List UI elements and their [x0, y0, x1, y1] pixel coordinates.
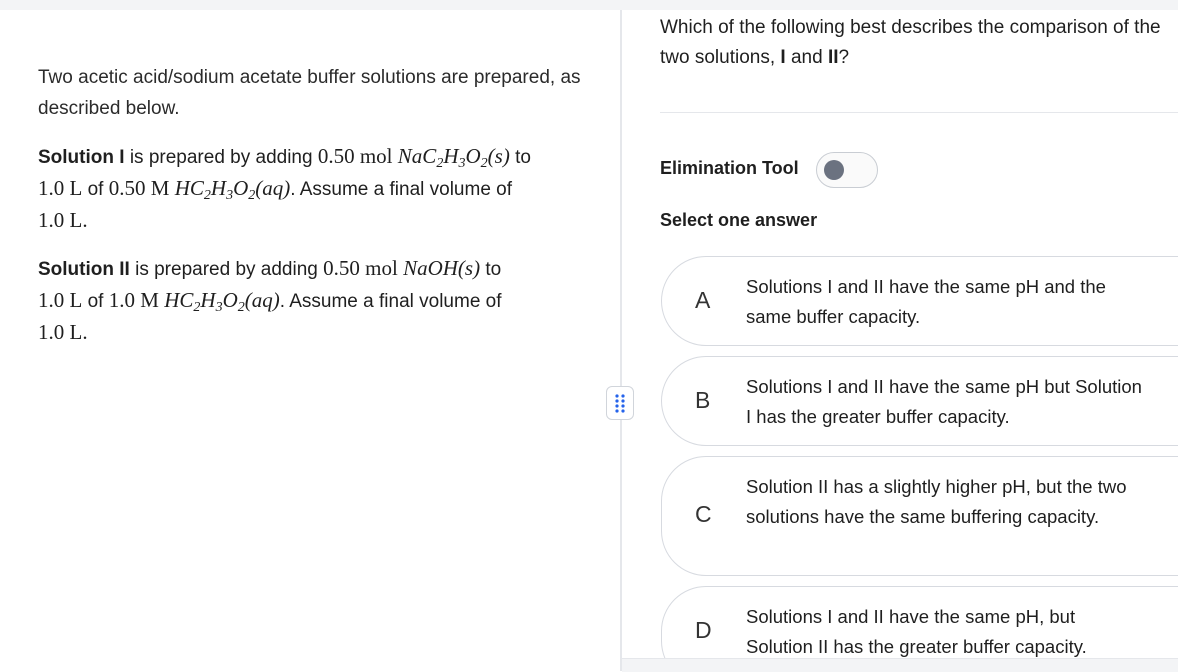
solution-1-formula: $NaC_2H_3O_2(s)$: [397, 144, 510, 171]
solution-1-final-volume: 1.0 L.: [38, 208, 88, 232]
solution-2-formula: NaOH(s): [403, 256, 481, 280]
solution-1-description: [38, 141, 588, 237]
formula-na-part: NaC: [397, 144, 437, 168]
option-text: [746, 602, 1146, 662]
stimulus-panel: [0, 10, 604, 671]
solution-2-concentration: 1.0 M: [108, 288, 159, 312]
bottom-bar: [622, 658, 1178, 672]
question-separator: [660, 112, 1178, 113]
question-solution-i: I: [780, 47, 786, 68]
solution-2-amount: 0.50 mol: [323, 256, 398, 280]
solution-2-label: Solution II: [38, 259, 130, 280]
option-text: [746, 372, 1146, 432]
option-text: [746, 272, 1146, 332]
option-letter: B: [695, 387, 711, 413]
drag-handle-icon[interactable]: [606, 386, 634, 420]
question-line-1: Which of the following best describes the comparison of the: [660, 17, 1161, 38]
question-line-2-pre: two solutions,: [660, 47, 781, 68]
drag-dots-icon: [615, 393, 625, 413]
question-line-2: [660, 43, 1178, 73]
solution-1-to: to: [509, 147, 531, 168]
solution-2-assume: . Assume a final volume of: [279, 291, 502, 312]
solution-1-of: of: [82, 179, 109, 200]
solution-2-of: of: [82, 291, 109, 312]
solution-2-text: is prepared by adding: [129, 259, 324, 280]
option-b-text: Solutions I and II have the same pH but Solution I has the greater buffer capacity.: [746, 376, 1142, 427]
option-letter: A: [695, 287, 711, 313]
elimination-tool-label: Elimination Tool: [660, 158, 799, 178]
solution-2-volume: 1.0 L: [38, 288, 83, 312]
solution-2-to: to: [480, 259, 502, 280]
question-text: [660, 13, 1178, 73]
select-one-answer-label: Select one answer: [660, 210, 818, 230]
option-a-text: Solutions I and II have the same pH and the same buffer capacity.: [746, 276, 1106, 327]
stimulus-intro: Two acetic acid/sodium acetate buffer solutions are prepared, as described below.: [38, 67, 581, 119]
solution-1-concentration: 0.50 M: [108, 176, 170, 200]
answer-option-a[interactable]: [661, 256, 1178, 346]
option-text: [746, 472, 1146, 532]
solution-1-volume: 1.0 L: [38, 176, 83, 200]
question-and: and: [785, 47, 828, 68]
solution-2-final-volume: 1.0 L.: [38, 320, 88, 344]
solution-1-text: is prepared by adding: [124, 147, 318, 168]
solution-1-acid-formula: $HC_2H_3O_2(aq)$: [174, 176, 291, 203]
option-letter: D: [695, 617, 712, 643]
solution-1-label: Solution I: [38, 147, 125, 168]
solution-1-amount: 0.50 mol: [317, 144, 393, 168]
answer-option-b[interactable]: [661, 356, 1178, 446]
question-solution-ii: II: [827, 47, 839, 68]
option-c-text: Solution II has a slightly higher pH, but the two solutions have the same buffering capacity.: [746, 476, 1127, 527]
elimination-tool-toggle[interactable]: [816, 152, 878, 188]
solution-1-assume: . Assume a final volume of: [290, 179, 513, 200]
option-letter: C: [695, 501, 712, 527]
toggle-knob: [824, 160, 844, 180]
answer-option-c[interactable]: [661, 456, 1178, 576]
option-d-text: Solutions I and II have the same pH, but Solution II has the greater buffer capacity.: [746, 606, 1087, 657]
solution-2-acid-formula: $HC_2H_3O_2(aq)$: [164, 288, 280, 315]
question-panel: [660, 0, 1178, 671]
solution-2-description: [38, 253, 588, 349]
question-mark: ?: [838, 47, 850, 68]
panel-divider[interactable]: [620, 10, 622, 671]
